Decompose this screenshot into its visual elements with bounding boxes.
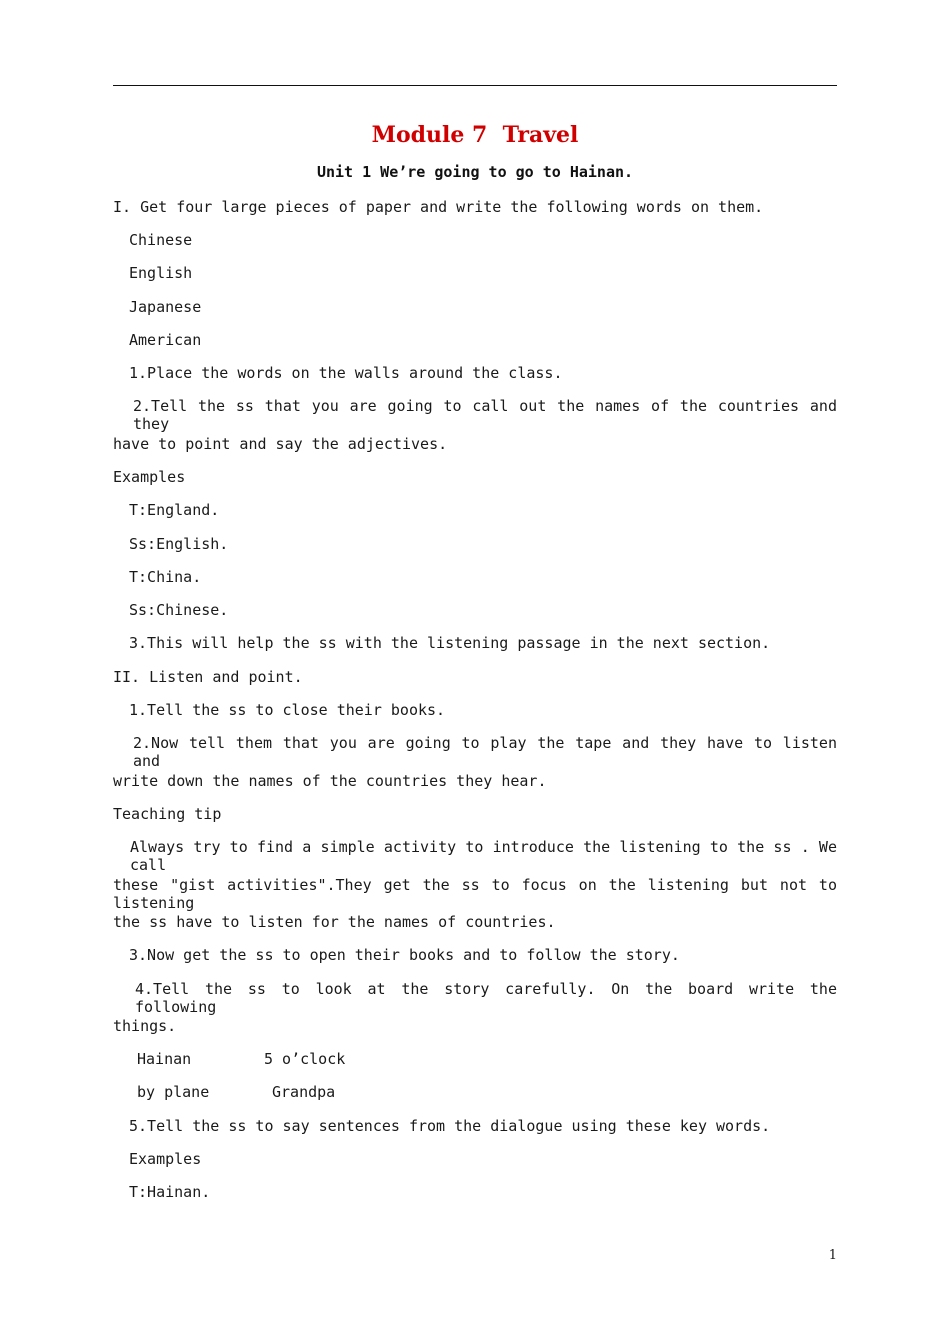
examples-label: Examples [113,468,186,486]
word-item: American [129,331,202,349]
teaching-tip-line: these "gist activities".They get the ss to focus on the listening but not to listening [113,876,837,912]
section-2-step-2-cont: write down the names of the countries they hear. [113,772,547,790]
section-2-step-4-cont: things. [113,1017,177,1035]
section-2-heading: II. Listen and point. [113,668,303,686]
header-rule [113,85,837,86]
section-1-step-1: 1.Place the words on the walls around the class. [129,364,563,382]
section-2-step-4: 4.Tell the ss to look at the story carefully. On the board write the following [135,980,837,1016]
word-item: Japanese [129,298,202,316]
unit-subtitle: Unit 1 We’re going to go to Hainan. [316,163,634,181]
section-1-step-2-cont: have to point and say the adjectives. [113,435,448,453]
examples-label: Examples [129,1150,202,1168]
teaching-tip-line: the ss have to listen for the names of countries. [113,913,556,931]
example-line: T:England. [129,501,220,519]
section-1-heading: I. Get four large pieces of paper and write the following words on them. [113,198,764,216]
section-2-step-2: 2.Now tell them that you are going to play the tape and they have to listen and [133,734,837,770]
module-title: Module 7 Travel [371,122,579,148]
section-1-step-2: 2.Tell the ss that you are going to call out the names of the countries and they [133,397,837,433]
section-2-step-1: 1.Tell the ss to close their books. [129,701,446,719]
example-line: T:Hainan. [129,1183,211,1201]
section-1-step-3: 3.This will help the ss with the listening passage in the next section. [129,634,771,652]
word-item: Chinese [129,231,193,249]
example-line: Ss:Chinese. [129,601,229,619]
teaching-tip-label: Teaching tip [113,805,222,823]
board-item: by plane [137,1083,210,1101]
example-line: Ss:English. [129,535,229,553]
teaching-tip-line: Always try to find a simple activity to introduce the listening to the ss . We call [130,838,837,874]
page-number: 1 [828,1248,837,1263]
word-item: English [129,264,193,282]
section-2-step-5: 5.Tell the ss to say sentences from the dialogue using these key words. [129,1117,771,1135]
board-item: Hainan [137,1050,192,1068]
example-line: T:China. [129,568,202,586]
section-2-step-3: 3.Now get the ss to open their books and to follow the story. [129,946,680,964]
board-item: Grandpa [272,1083,336,1101]
board-item: 5 o’clock [264,1050,346,1068]
